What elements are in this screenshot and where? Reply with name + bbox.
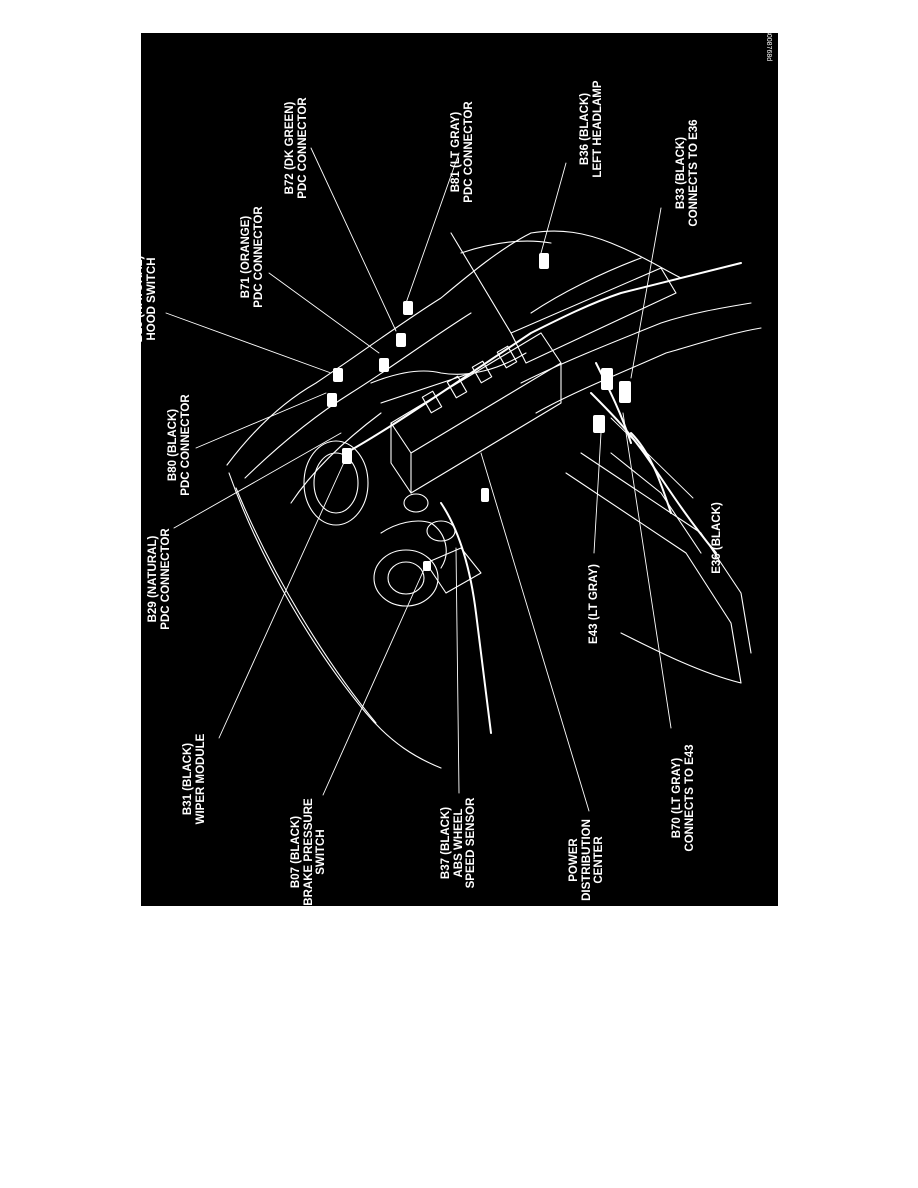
label-b70-connects-to-e43: B70 (LT GRAY) CONNECTS TO E43	[671, 744, 696, 852]
label-b80-pdc-connector: B80 (BLACK) PDC CONNECTOR	[167, 394, 192, 496]
figure-code: 8008768d	[765, 30, 772, 62]
frame-rails	[451, 233, 761, 683]
label-b31-wiper-module: B31 (BLACK) WIPER MODULE	[182, 733, 207, 825]
diagram-frame	[133, 30, 778, 906]
label-b33-connects-to-e36: B33 (BLACK) CONNECTS TO E36	[675, 119, 700, 227]
label-b71-pdc-connector: B71 (ORANGE) PDC CONNECTOR	[240, 206, 265, 308]
pdc-box	[371, 333, 561, 493]
label-b28-hood-switch: B28 (NATURAL) HOOD SWITCH	[133, 255, 158, 343]
label-b36-left-headlamp: B36 (BLACK) LEFT HEADLAMP	[579, 80, 604, 178]
label-e36: E36 (BLACK)	[711, 502, 723, 574]
fender-outline	[227, 231, 681, 768]
label-power-distribution-center: POWER DISTRIBUTION CENTER	[568, 819, 605, 901]
label-b07-brake-pressure-switch: B07 (BLACK) BRAKE PRESSURE SWITCH	[290, 798, 327, 906]
label-b81-pdc-connector: B81 (LT GRAY) PDC CONNECTOR	[450, 101, 475, 203]
label-e43: E43 (LT GRAY)	[588, 564, 600, 644]
label-b29-pdc-connector: B29 (NATURAL) PDC CONNECTOR	[147, 528, 172, 630]
label-b37-abs-wheel-speed-sensor: B37 (BLACK) ABS WHEEL SPEED SENSOR	[440, 797, 477, 889]
label-b72-pdc-connector: B72 (DK GREEN) PDC CONNECTOR	[284, 97, 309, 199]
